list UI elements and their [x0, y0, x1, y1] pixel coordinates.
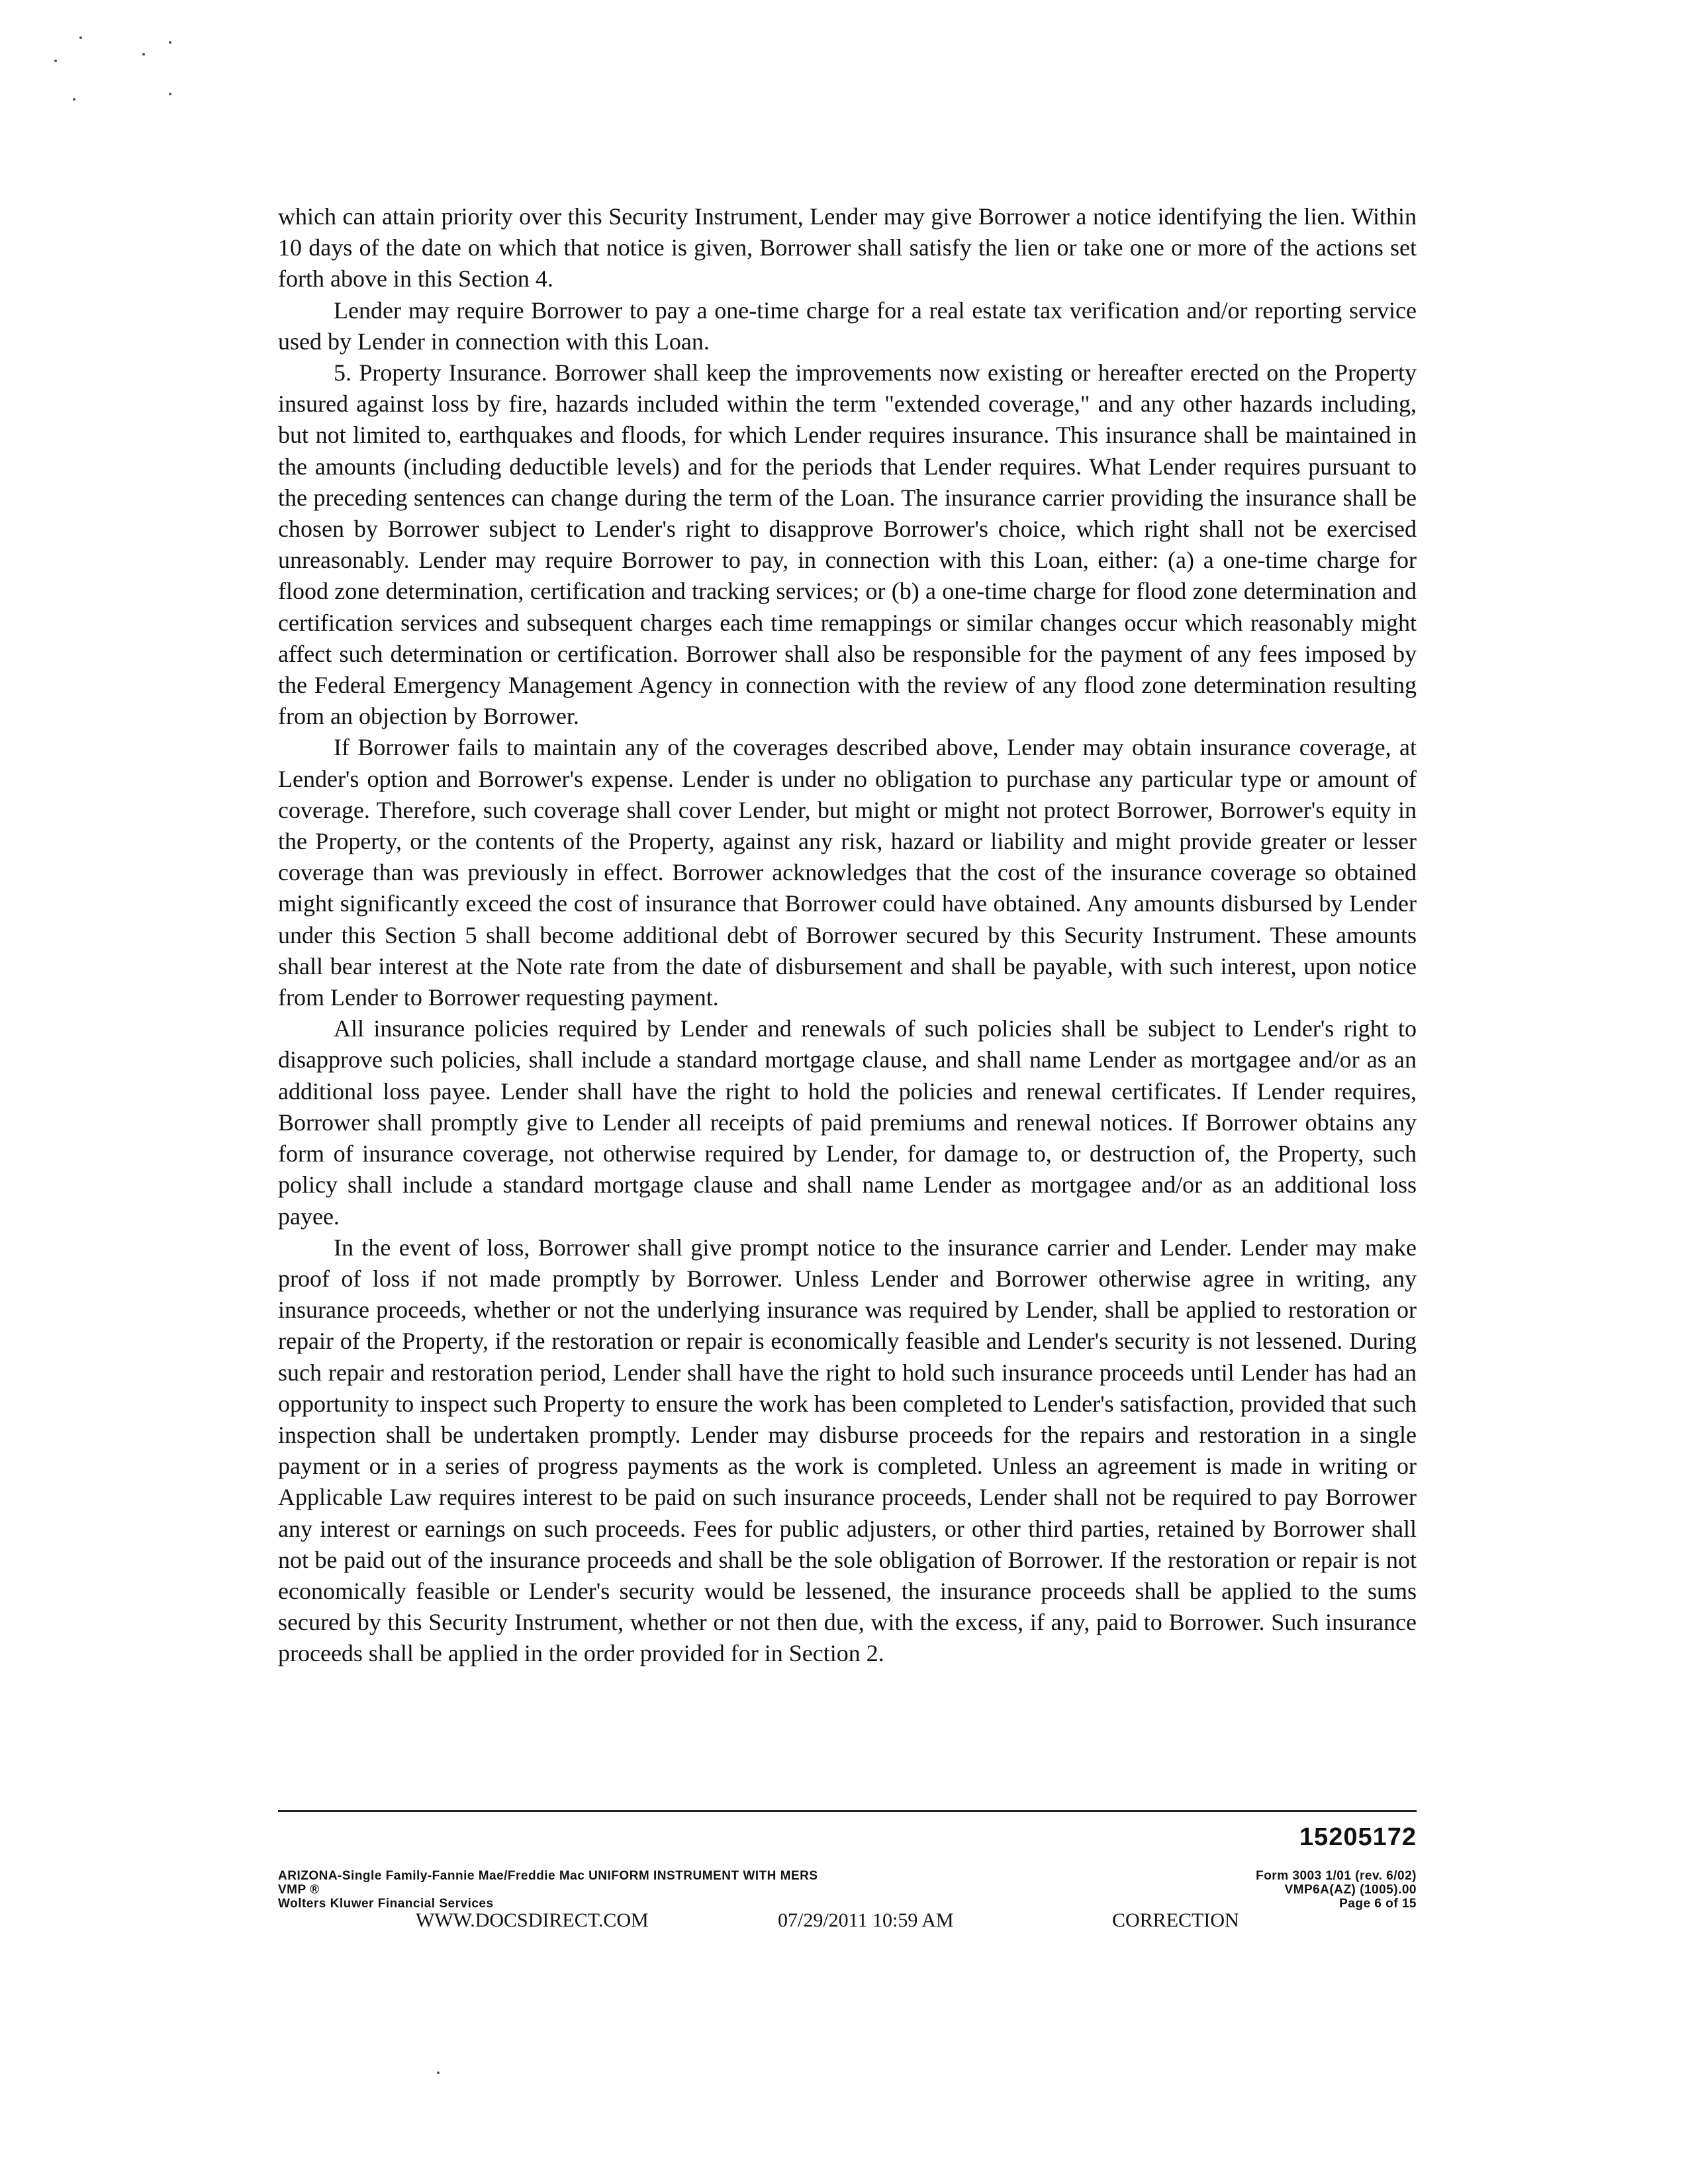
paragraph — [278, 201, 1417, 295]
scan-speck — [54, 60, 57, 62]
scan-speck — [169, 93, 171, 95]
scan-speck — [73, 98, 75, 101]
page-number: Page 6 of 15 — [1339, 1897, 1417, 1911]
scan-speck — [79, 36, 82, 39]
stamp-timestamp: 07/29/2011 10:59 AM — [778, 1909, 954, 1931]
paragraph-text: If Borrower fails to maintain any of the coverages described above, Lender may obtain insurance coverage, at Lender's option and Borrower's expense. Lender is under no obligation to purchase any particular type or amount of coverage. Therefore, such coverage shall cover Lender, but might or might not protect Borrower, Borrower's equity in the Property, or the contents of the Property, against any risk, hazard or liability and might provide greater or lesser coverage than was previously in effect. Borrower acknowledges that the cost of the insurance coverage so obtained might significantly exceed the cost of insurance that Borrower could have obtained. Any amounts disbursed by Lender under this Section 5 shall become additional debt of Borrower secured by this Security Instrument. These amounts shall bear interest at the Note rate from the date of disbursement and shall be payable, with such interest, upon notice from Lender to Borrower requesting payment. — [278, 734, 1417, 1011]
scan-speck — [437, 2071, 440, 2074]
document-body — [278, 201, 1417, 1670]
loan-number: 15205172 — [1299, 1823, 1417, 1851]
paragraph — [278, 1013, 1417, 1232]
paragraph-text: which can attain priority over this Security Instrument, Lender may give Borrower a notice identifying the lien. Within 10 days of the date on which that notice is given, Borrower shall satisfy the lien or take one or more of the actions set forth above in this Section 4. — [278, 203, 1417, 293]
form-number: Form 3003 1/01 (rev. 6/02) — [1256, 1869, 1417, 1883]
footer-divider — [278, 1810, 1417, 1812]
paragraph — [278, 732, 1417, 1013]
paragraph-section-5 — [278, 357, 1417, 732]
stamp-website: WWW.DOCSDIRECT.COM — [416, 1909, 649, 1931]
paragraph — [278, 1232, 1417, 1670]
scan-speck — [142, 53, 145, 56]
stamp-status: CORRECTION — [1112, 1909, 1239, 1931]
paragraph-text: Lender may require Borrower to pay a one-time charge for a real estate tax verification and/or reporting service used by Lender in connection with this Loan. — [278, 296, 1417, 355]
publisher: Wolters Kluwer Financial Services — [278, 1897, 494, 1911]
paragraph — [278, 295, 1417, 357]
vmp-label: VMP ® — [278, 1883, 320, 1897]
paragraph-text: Borrower shall keep the improvements now existing or hereafter erected on the Property insured against loss by fire, hazards included within the term "extended coverage," and any other hazards including, but not limited to, earthquakes and floods, for which Lender requires insurance. This insurance shall be maintained in the amounts (including deductible levels) and for the periods that Lender requires. What Lender requires pursuant to the preceding sentences can change during the term of the Loan. The insurance carrier providing the insurance shall be chosen by Borrower subject to Lender's right to disapprove Borrower's choice, which right shall not be exercised unreasonably. Lender may require Borrower to pay, in connection with this Loan, either: (a) a one-time charge for flood zone determination, certification and tracking services; or (b) a one-time charge for flood zone determination and certification services and subsequent charges each time remappings or similar changes occur which reasonably might affect such determination or certification. Borrower shall also be responsible for the payment of any fees imposed by the Federal Emergency Management Agency in connection with the review of any flood zone determination resulting from an objection by Borrower. — [278, 359, 1417, 730]
paragraph-text: In the event of loss, Borrower shall give prompt notice to the insurance carrier and Lender. Lender may make proof of loss if not made promptly by Borrower. Unless Lender and Borrower otherwise agree in writing, any insurance proceeds, whether or not the underlying insurance was required by Lender, shall be applied to restoration or repair of the Property, if the restoration or repair is economically feasible and Lender's security is not lessened. During such repair and restoration period, Lender shall have the right to hold such insurance proceeds until Lender has had an opportunity to inspect such Property to ensure the work has been completed to Lender's satisfaction, provided that such inspection shall be undertaken promptly. Lender may disburse proceeds for the repairs and restoration in a single payment or in a series of progress payments as the work is completed. Unless an agreement is made in writing or Applicable Law requires interest to be paid on such insurance proceeds, Lender shall not be required to pay Borrower any interest or earnings on such proceeds. Fees for public adjusters, or other third parties, retained by Borrower shall not be paid out of the insurance proceeds and shall be the sole obligation of Borrower. If the restoration or repair is not economically feasible or Lender's security would be lessened, the insurance proceeds shall be applied to the sums secured by this Security Instrument, whether or not then due, with the excess, if any, paid to Borrower. Such insurance proceeds shall be applied in the order provided for in Section 2. — [278, 1234, 1417, 1667]
footer-form-number — [1256, 1869, 1417, 1911]
paragraph-text: All insurance policies required by Lender and renewals of such policies shall be subject to Lender's right to disapprove such policies, shall include a standard mortgage clause, and shall name Lender as mortgagee and/or as an additional loss payee. Lender shall have the right to hold the policies and renewal certificates. If Lender requires, Borrower shall promptly give to Lender all receipts of paid premiums and renewal notices. If Borrower obtains any form of insurance coverage, not otherwise required by Lender, for damage to, or destruction of, the Property, such policy shall include a standard mortgage clause and shall name Lender as mortgagee and/or as an additional loss payee. — [278, 1015, 1417, 1230]
form-code: VMP6A(AZ) (1005).00 — [1284, 1883, 1417, 1897]
scan-speck — [169, 41, 171, 44]
form-title: ARIZONA-Single Family-Fannie Mae/Freddie Mac UNIFORM INSTRUMENT WITH MERS — [278, 1869, 818, 1883]
footer-form-info — [278, 1869, 818, 1911]
section-heading: 5. Property Insurance. — [334, 359, 547, 387]
